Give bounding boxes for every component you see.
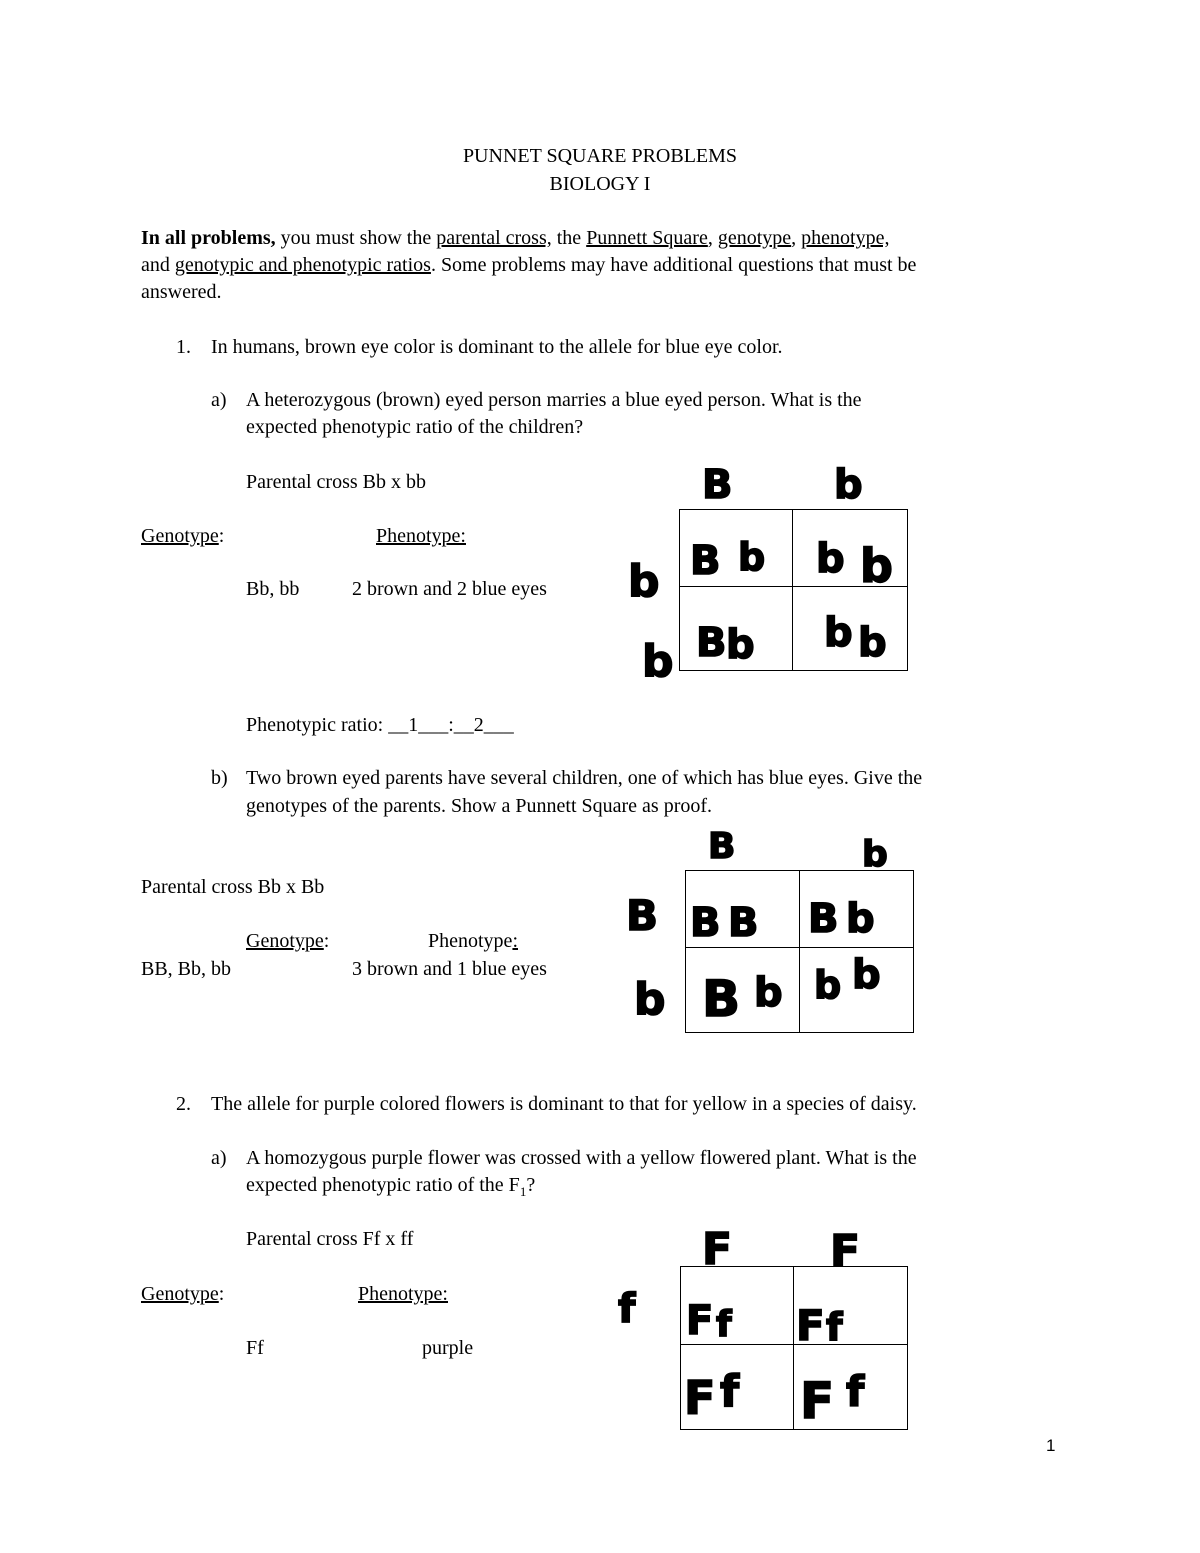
hw-cell-allele: f (716, 1304, 732, 1345)
q1a-genotype-label: Genotype: (141, 525, 225, 547)
hw-top-allele: b (862, 834, 888, 875)
hw-cell-allele: f (846, 1367, 865, 1416)
hw-cell-allele: f (826, 1305, 843, 1349)
q1b-genotype-label: Genotype: (246, 930, 330, 952)
q1-text: In humans, brown eye color is dominant to the allele for blue eye color. (211, 336, 783, 358)
q2a-phenotype-value: purple (422, 1337, 474, 1359)
q2a-line-1: A homozygous purple flower was crossed with a yellow flowered plant. What is the (246, 1147, 917, 1169)
hw-side-allele: b (628, 556, 660, 607)
q1a-genotype-value: Bb, bb (246, 578, 300, 600)
hw-cell-allele: B (696, 620, 727, 666)
hw-side-allele: f (618, 1286, 636, 1332)
hw-top-allele: F (702, 1224, 733, 1275)
intro-bold-lead: In all problems, (141, 227, 276, 249)
q2a-line-2: expected phenotypic ratio of the $F_1$? (246, 1174, 536, 1199)
intro-line-3: answered. (141, 281, 222, 303)
hw-cell-allele: b (754, 970, 783, 1016)
q2a-parental-cross: Parental cross Ff x ff (246, 1228, 414, 1250)
hw-cell-allele: b (726, 622, 755, 668)
q2a-genotype-value: Ff (246, 1337, 264, 1359)
q1a-phenotype-label: Phenotype: (376, 525, 466, 547)
hw-cell-allele: b (860, 539, 893, 593)
page-number: 1 (1046, 1436, 1056, 1455)
term-genotype: genotype (717, 227, 792, 249)
q2-text: The allele for purple colored flowers is dominant to that for yellow in a species of daisy. (211, 1093, 917, 1115)
handwriting-q2a (610, 1210, 920, 1440)
q1b-line-2: genotypes of the parents. Show a Punnett Square as proof. (246, 795, 713, 817)
hw-cell-allele: b (846, 896, 875, 942)
document-subtitle: BIOLOGY I (549, 173, 651, 195)
hw-cell-allele: b (852, 952, 881, 998)
q1a-line-2: expected phenotypic ratio of the children? (246, 416, 584, 438)
term-parental-cross: parental cross, (436, 227, 552, 249)
q1a-parental-cross: Parental cross Bb x bb (246, 471, 426, 493)
q1b-parental-cross: Parental cross Bb x Bb (141, 876, 325, 898)
handwriting-q1a (620, 450, 920, 690)
q1b-label: b) (211, 767, 228, 789)
hw-cell-allele: B (728, 900, 759, 946)
q1-number: 1. (176, 336, 191, 358)
hw-side-allele: b (642, 636, 674, 687)
hw-cell-allele: f (720, 1366, 740, 1417)
q1b-line-1: Two brown eyed parents have several children, one of which has blue eyes. Give the (246, 767, 923, 789)
hw-top-allele: B (708, 826, 736, 867)
q1b-genotype-value: BB, Bb, bb (141, 958, 232, 980)
q1b-phenotype-label: Phenotype: (428, 930, 518, 952)
hw-cell-allele: B (690, 900, 721, 946)
hw-cell-allele: b (858, 620, 887, 666)
intro-line-2: and genotypic and phenotypic ratios. Some problems may have additional questions that must be (141, 254, 917, 276)
handwriting-q1b (620, 820, 930, 1040)
document-title: PUNNET SQUARE PROBLEMS (462, 145, 738, 167)
q1a-label: a) (211, 389, 227, 411)
term-punnett-square: Punnett Square (586, 227, 708, 249)
hw-cell-allele: B (808, 896, 839, 942)
hw-side-allele: B (626, 891, 659, 940)
q2-number: 2. (176, 1093, 191, 1115)
hw-side-allele: b (634, 974, 666, 1025)
hw-cell-allele: B (690, 538, 721, 584)
q1a-phenotype-value: 2 brown and 2 blue eyes (352, 578, 547, 600)
hw-cell-allele: b (824, 610, 853, 656)
q1a-phenotypic-ratio: Phenotypic ratio: __1___:__2___ (246, 714, 514, 736)
q1a-line-1: A heterozygous (brown) eyed person marries a blue eyed person. What is the (246, 389, 862, 411)
hw-cell-allele: b (816, 536, 845, 582)
hw-cell-allele: b (738, 535, 766, 579)
term-phenotype: phenotype, (801, 227, 890, 249)
hw-top-allele: B (702, 462, 733, 508)
term-ratios: genotypic and phenotypic ratios (174, 254, 431, 276)
hw-cell-allele: b (814, 963, 842, 1007)
hw-cell-allele: F (684, 1371, 716, 1425)
q2a-genotype-label: Genotype: (141, 1283, 225, 1305)
hw-cell-allele: F (796, 1301, 825, 1350)
hw-top-allele: F (830, 1226, 861, 1277)
hw-top-allele: b (834, 462, 863, 508)
hw-cell-allele: F (686, 1298, 714, 1344)
hw-cell-allele: F (800, 1372, 835, 1430)
hw-cell-allele: B (702, 970, 741, 1028)
q2a-phenotype-label: Phenotype: (358, 1283, 448, 1305)
q1b-phenotype-value: 3 brown and 1 blue eyes (352, 958, 547, 980)
intro-line-1: In all problems, you must show the parental cross, the Punnett Square, genotype, phenotype, (141, 227, 890, 249)
q2a-label: a) (211, 1147, 227, 1169)
